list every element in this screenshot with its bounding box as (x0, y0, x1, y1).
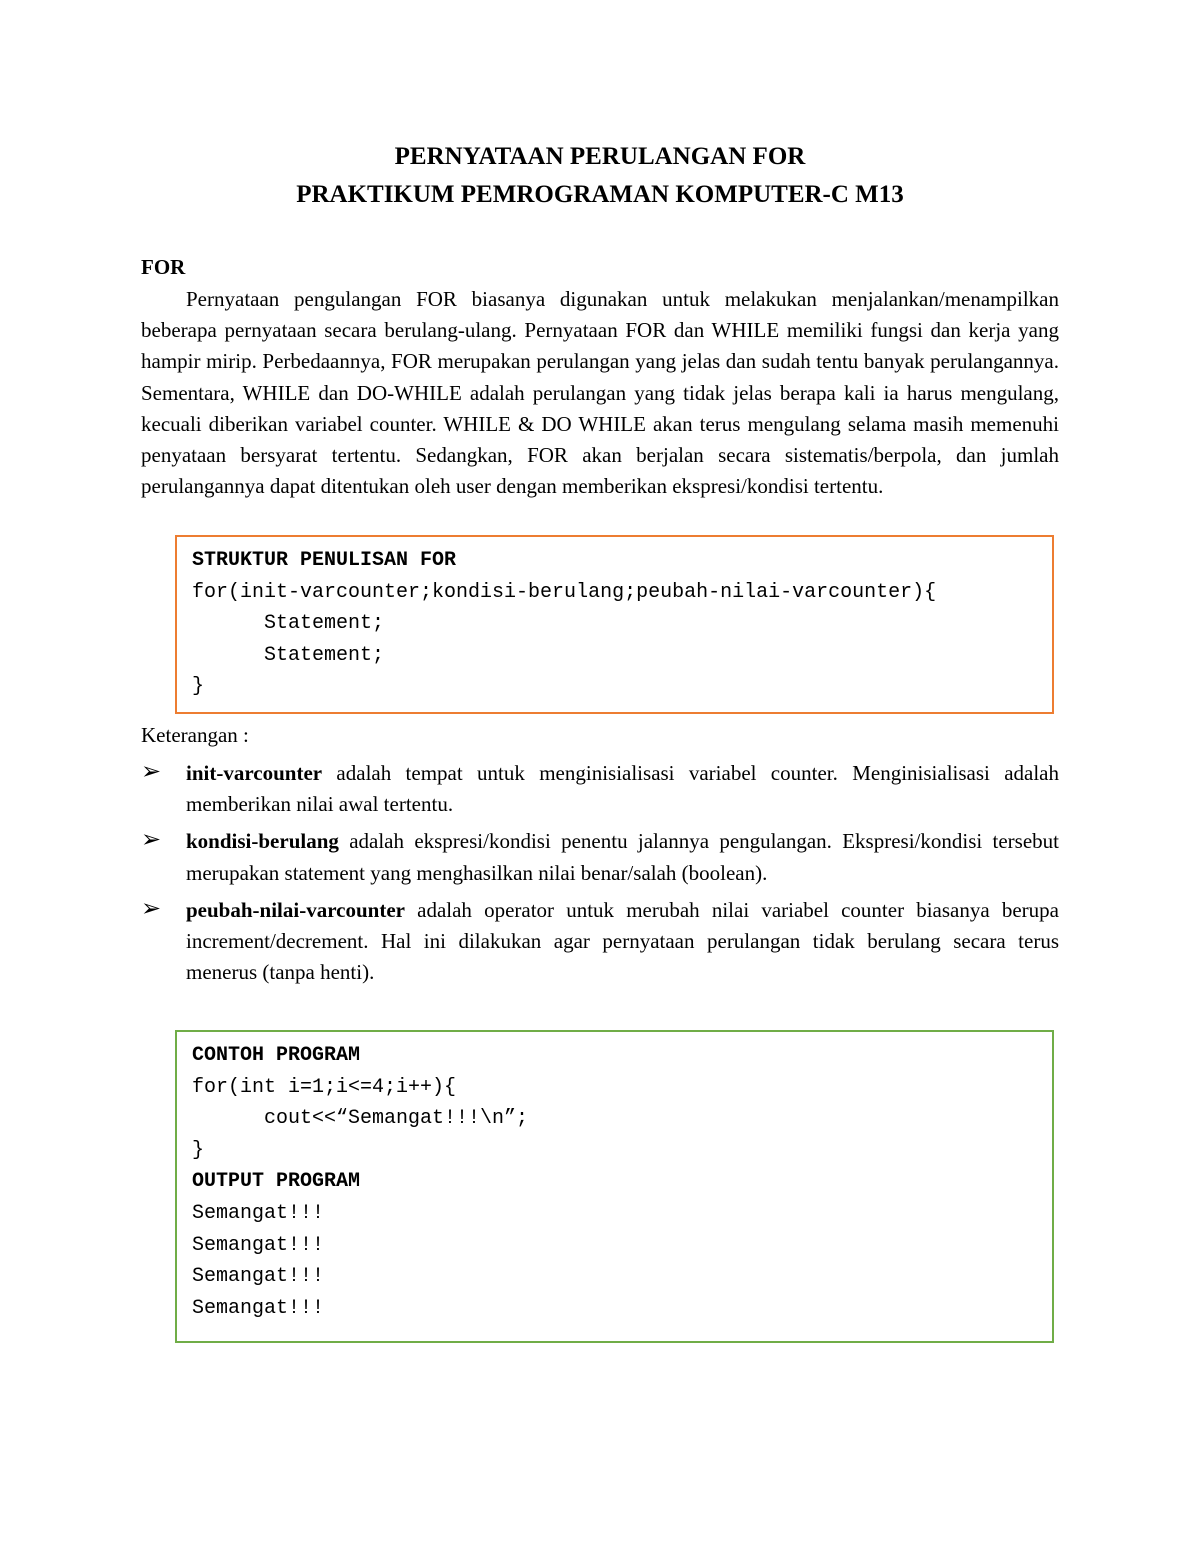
list-item (141, 758, 1059, 820)
arrow-bullet-icon: ➢ (141, 825, 162, 854)
arrow-bullet-icon: ➢ (141, 757, 162, 785)
keterangan-list (141, 758, 1059, 994)
example-box (175, 1030, 1054, 1343)
example-code-line-1: for(int i=1;i<=4;i++){ (192, 1075, 457, 1099)
list-item (141, 895, 1059, 989)
output-line: Semangat!!! (192, 1296, 325, 1320)
intro-paragraph (141, 284, 1059, 502)
output-heading: OUTPUT PROGRAM (192, 1170, 361, 1194)
bullet-term: peubah-nilai-varcounter (186, 897, 405, 922)
output-line: Semangat!!! (192, 1265, 325, 1289)
structure-line-3: Statement; (192, 643, 385, 667)
section-heading: FOR (141, 255, 186, 279)
example-heading: CONTOH PROGRAM (192, 1044, 361, 1067)
document-title: PERNYATAAN PERULANGAN FOR (394, 143, 806, 170)
example-code-line-3: } (192, 1138, 205, 1162)
example-code-line-2: cout<<“Semangat!!!\n”; (192, 1107, 529, 1131)
structure-line-4: } (192, 675, 205, 699)
document-subtitle: PRAKTIKUM PEMROGRAMAN KOMPUTER-C M13 (296, 181, 904, 208)
structure-line-1: for(init-varcounter;kondisi-berulang;peubah-nilai-varcounter){ (192, 580, 937, 604)
bullet-text: adalah ekspresi/kondisi penentu jalannya pengulangan. Ekspresi/kondisi tersebut merupakan statement yang menghasilkan nilai benar/salah (boolean). (186, 829, 1059, 885)
output-line: Semangat!!! (192, 1233, 325, 1257)
list-item (141, 826, 1059, 888)
structure-box (175, 535, 1054, 714)
bullet-term: kondisi-berulang (186, 829, 339, 854)
bullet-term: init-varcounter (186, 761, 323, 785)
bullet-text: adalah operator untuk merubah nilai variabel counter biasanya berupa increment/decrement. Hal ini dilakukan agar pernyataan perulangan tidak berulang secara terus menerus (tanpa henti). (186, 897, 1059, 985)
intro-paragraph-text: Pernyataan pengulangan FOR biasanya digunakan untuk melakukan menjalankan/menampilkan beberapa pernyataan secara berulang-ulang. Pernyataan FOR dan WHILE memiliki fungsi dan kerja yang hampir mirip. Perbedaannya, FOR merupakan perulangan yang jelas dan sudah tentu banyak perulangannya. Sementara, WHILE dan DO-WHILE adalah perulangan yang tidak jelas berapa kali ia harus mengulang, kecuali diberikan variabel counter. WHILE & DO WHILE akan terus mengulang selama masih memenuhi penyataan bersyarat tertentu. Sedangkan, FOR akan berjalan secara sistematis/berpola, dan jumlah perulangannya dapat ditentukan oleh user dengan memberikan ekspresi/kondisi tertentu. (141, 287, 1059, 499)
arrow-bullet-icon: ➢ (141, 893, 162, 922)
bullet-text: adalah tempat untuk menginisialisasi variabel counter. Menginisialisasi adalah memberikan nilai awal tertentu. (186, 761, 1059, 817)
structure-line-2: Statement; (192, 612, 385, 636)
keterangan-label: Keterangan : (141, 723, 249, 747)
structure-heading: STRUKTUR PENULISAN FOR (192, 549, 457, 572)
output-line: Semangat!!! (192, 1201, 325, 1225)
